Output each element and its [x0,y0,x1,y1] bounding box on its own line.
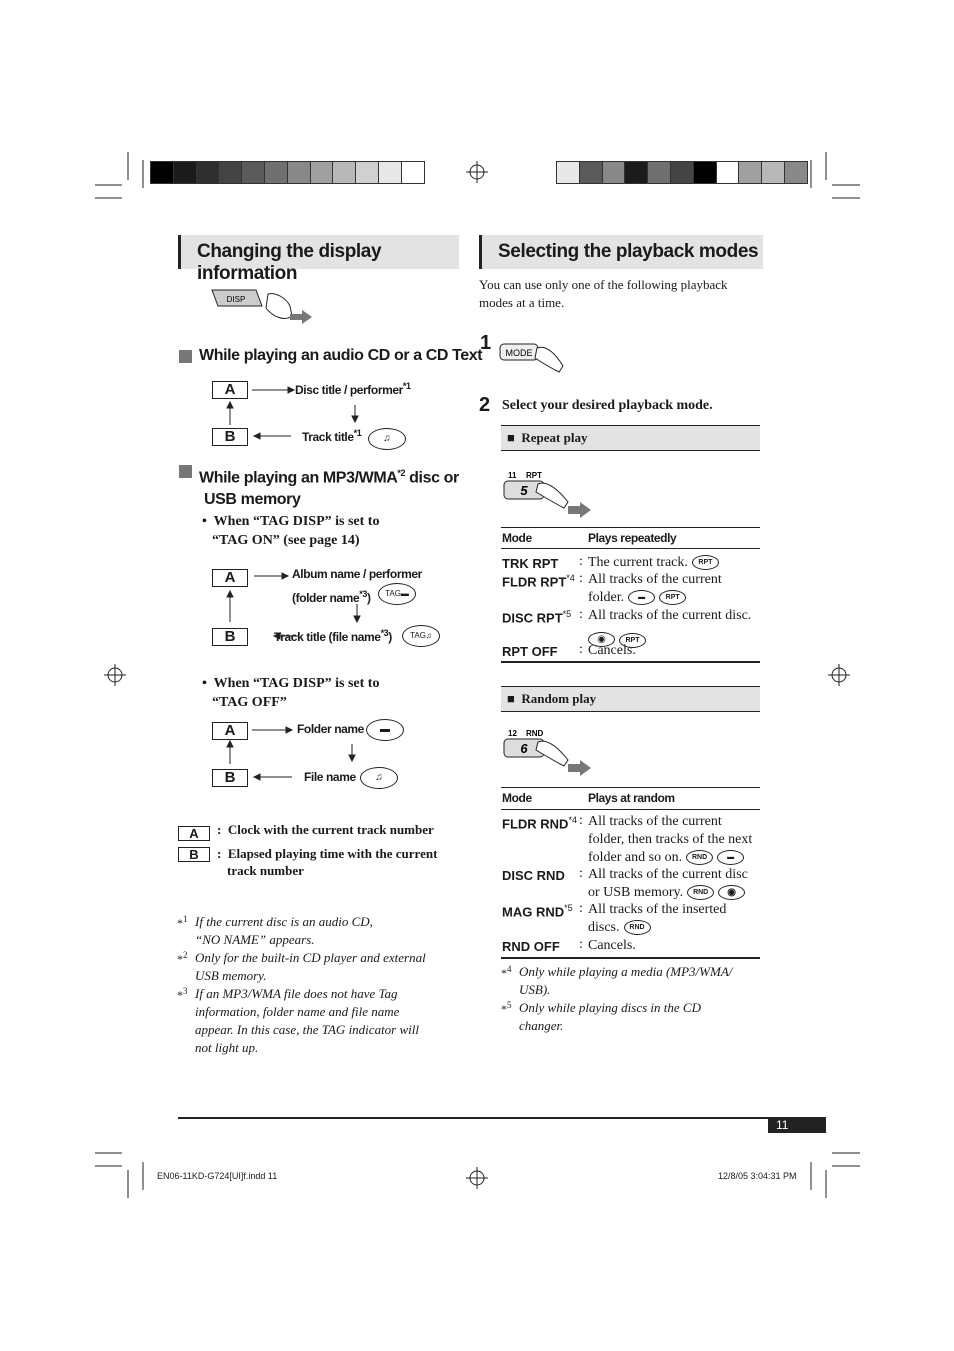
mode-indicator-icon: RND [687,885,714,900]
tag-text: TAG [385,589,401,598]
colon: : [579,937,583,952]
footnote-asterisk: * [501,1002,507,1016]
btn-key: 5 [520,483,528,498]
colon: : [579,554,583,569]
label-b-box: B [212,769,248,787]
mode-name [502,556,558,571]
mode-description [588,901,760,937]
colon: : [579,866,583,881]
legend-b-box: B [178,847,210,862]
music-note-icon: ♫ [360,767,398,789]
colon: : [579,642,583,657]
section-header-modes [479,235,763,269]
bullet-text: When “TAG DISP” is set to [213,514,380,529]
btn-label: RPT [526,471,542,480]
footnote-text: If an MP3/WMA file does not have Tag [195,986,398,1001]
step-2-number: 2 [479,394,491,416]
mode-description [588,866,760,902]
rnd-button-icon [502,724,597,780]
title-part: disc or [405,469,459,487]
desc-line [588,607,760,625]
btn-key: 6 [520,741,528,756]
slug-left: EN06-11KD-G724[UI]f.indd 11 [157,1171,278,1181]
desc-line [588,919,760,937]
file-name-text: File name [304,770,356,784]
desc-text: folder and so on. [588,850,683,865]
step-2-text: Select your desired playback mode. [502,398,713,413]
mode-label: RND OFF [502,939,560,954]
bullet-tag-on: • When “TAG DISP” is set to “TAG ON” (see page 14) [202,514,380,548]
footnote-number: 2 [183,950,188,960]
desc-line [588,571,760,589]
mode-label: MAG RND [502,904,565,920]
footnote-ref: *4 [568,815,577,825]
mode-indicator-icon: RND [624,920,651,935]
tag-note-icon: TAG♫ [402,625,440,647]
color-swatch [556,161,580,184]
footnote-asterisk: * [177,952,183,966]
mode-label: DISC RND [502,868,565,883]
folder-name: (folder name [292,591,360,605]
title-part: While playing an MP3/WMA [199,469,398,487]
desc-line [588,849,760,867]
footnote-ref: *3 [380,628,389,638]
color-swatch [716,161,740,184]
desc-text: All tracks of the inserted [588,902,727,917]
footnote-ref: *1 [353,428,362,438]
mode-name [502,609,571,625]
btn-num: 11 [508,471,517,480]
legend-a-text: Clock with the current track number [227,822,434,837]
color-swatch [693,161,717,184]
header-title: Changing the display information [197,241,382,284]
color-swatch [287,161,311,184]
footnote-ref: *2 [397,468,406,478]
footnote-text: If the current disc is an audio CD, [195,914,373,929]
desc-text: All tracks of the current disc. [588,608,752,623]
mode-label: MODE [505,348,533,358]
label-a-box: A [212,722,248,740]
footnote-text: “NO NAME” appears. [195,932,315,947]
folder-name-text: Folder name [297,722,364,736]
footnote-ref: *5 [564,903,573,913]
mode-label: FLDR RND [502,816,569,832]
footnote-number: 1 [183,914,188,924]
repeat-title-text: Repeat play [521,430,588,445]
mode-button-icon [499,338,579,382]
page-number: 11 [768,1118,826,1133]
mode-name [502,644,558,659]
footnote-text: appear. In this case, the TAG indicator will [195,1022,419,1037]
random-subheader [501,686,760,712]
color-swatch [602,161,626,184]
desc-text: Cancels. [588,643,636,658]
footer-rule [178,1117,826,1119]
col-plays: Plays repeatedly [588,531,677,545]
section-square [179,465,192,478]
footnote-ref: *1 [402,381,411,391]
disp-button-icon [210,286,315,328]
repeat-subheader [501,425,760,451]
track-title-file-text: Track title (file name [274,630,381,644]
footnote-number: 5 [507,1000,512,1010]
repeat-title: ■ Repeat play [507,430,588,445]
disc-icon: ◉ [588,632,615,647]
intro-text: modes at a time. [479,295,565,310]
colon: : [579,813,583,828]
desc-line [588,901,760,919]
mode-name [502,903,573,919]
footnote-mark [177,914,188,931]
desc-text: Cancels. [588,938,636,953]
color-swatch [332,161,356,184]
random-title: ■ Random play [507,691,597,706]
mode-name [502,939,560,954]
section-title-cd: While playing an audio CD or a CD Text [199,347,483,364]
tag-folder-icon: TAG▬ [378,583,416,605]
step-1-number: 1 [480,332,492,354]
color-swatch [173,161,197,184]
desc-text: All tracks of the current disc [588,867,748,882]
footnote-text: USB). [519,982,551,997]
slug-right: 12/8/05 3:04:31 PM [718,1171,797,1181]
legend-b-text: Elapsed playing time with the current [227,846,438,861]
colon: : [579,901,583,916]
disc-rpt-icons [588,627,646,648]
footnote-ref: *4 [566,573,575,583]
bullet-tag-off: • When “TAG DISP” is set to “TAG OFF” [202,676,380,710]
btn-label: RND [526,729,544,738]
color-swatch [310,161,334,184]
footnote-mark [501,964,512,981]
desc-line [588,884,760,902]
color-swatch [196,161,220,184]
mode-label: TRK RPT [502,556,559,571]
desc-text: folder, then tracks of the next [588,832,753,847]
colon: : [579,571,583,586]
color-swatch [784,161,808,184]
color-swatch [218,161,242,184]
label-a-box: A [212,381,248,399]
folder-icon: ▬ [628,590,655,605]
footnote-mark [177,950,188,967]
col-mode: Mode [502,791,532,805]
footnote-asterisk: * [177,988,183,1002]
footnote-number: 3 [183,986,188,996]
desc-text: All tracks of the current [588,814,722,829]
footnote-text: changer. [519,1018,564,1033]
footnote-mark [501,1000,512,1017]
color-swatch [670,161,694,184]
footnote-text: Only while playing discs in the CD [519,1000,701,1015]
label-a-box: A [212,569,248,587]
folder-icon: ▬ [717,850,744,865]
col-plays: Plays at random [588,791,675,805]
bullet-text: “TAG OFF” [212,695,287,710]
mode-label: DISC RPT [502,610,563,626]
music-note-icon: ♫ [368,428,406,450]
footnote-asterisk: * [177,916,183,930]
mode-name [502,868,565,883]
rpt-button-icon [502,466,597,522]
footnote-text: USB memory. [195,968,267,983]
label-b-box: B [212,628,248,646]
paren: ) [388,630,392,644]
footnote-ref: *3 [359,589,367,599]
color-swatch [241,161,265,184]
color-swatch [355,161,379,184]
paren: ) [366,591,371,605]
desc-text: or USB memory. [588,885,684,900]
track-title-text: Track title [302,430,354,444]
mode-indicator-icon: RPT [692,555,719,570]
footnote-text: Only while playing a media (MP3/WMA/ [519,964,733,979]
disp-label: DISP [226,295,246,304]
footnote-text: information, folder name and file name [195,1004,400,1019]
intro-text: You can use only one of the following playback [479,277,728,292]
color-swatch [647,161,671,184]
legend-a-box: A [178,826,210,841]
color-swatch [378,161,402,184]
footnote-asterisk: * [501,966,507,980]
desc-text: The current track. [588,555,688,570]
btn-num: 12 [508,729,517,738]
mode-indicator-icon: RND [686,850,713,865]
desc-line [588,813,760,831]
footnote-number: 4 [507,964,512,974]
section-header-display [178,235,459,284]
random-title-text: Random play [521,691,597,706]
mode-description [588,607,760,625]
desc-text: folder. [588,590,625,605]
disc-icon: ◉ [718,885,745,900]
section-square [179,350,192,363]
album-name: Album name / performer [292,567,422,581]
desc-line [588,554,760,572]
header-title: Selecting the playback modes [498,241,759,262]
footnote-text: Only for the built-in CD player and external [195,950,426,965]
colon: : [579,607,583,622]
color-swatch [761,161,785,184]
label-b-box: B [212,428,248,446]
mode-indicator-icon: RPT [659,590,686,605]
color-swatch [624,161,648,184]
color-swatch [579,161,603,184]
mode-description [588,813,760,867]
footnote-ref: *5 [562,609,572,619]
color-swatch [264,161,288,184]
mode-name [502,815,577,831]
desc-line [588,937,760,955]
disc-title-text: Disc title / performer [295,383,403,397]
bullet-text: “TAG ON” (see page 14) [212,533,360,548]
desc-line [588,589,760,607]
desc-line [588,866,760,884]
legend-b-text: track number [227,863,304,878]
color-swatch [738,161,762,184]
mode-label: RPT OFF [502,644,558,659]
desc-line [588,831,760,849]
desc-text: discs. [588,920,620,935]
section-title-mp3 [199,462,459,511]
color-swatch [150,161,174,184]
folder-icon: ▬ [366,719,404,741]
desc-text: All tracks of the current [588,572,722,587]
col-mode: Mode [502,531,532,545]
mode-name [502,573,575,589]
title-part: USB memory [204,491,301,509]
color-swatch [401,161,425,184]
mode-description [588,937,760,955]
mode-label: FLDR RPT [502,574,567,590]
footnote-mark [177,986,188,1003]
tag-text: TAG [410,631,426,640]
bullet-text: When “TAG DISP” is set to [213,676,380,691]
mode-description [588,571,760,607]
footnote-text: not light up. [195,1040,259,1055]
mode-description [588,554,760,572]
mode-indicator-icon: RPT [619,633,646,648]
